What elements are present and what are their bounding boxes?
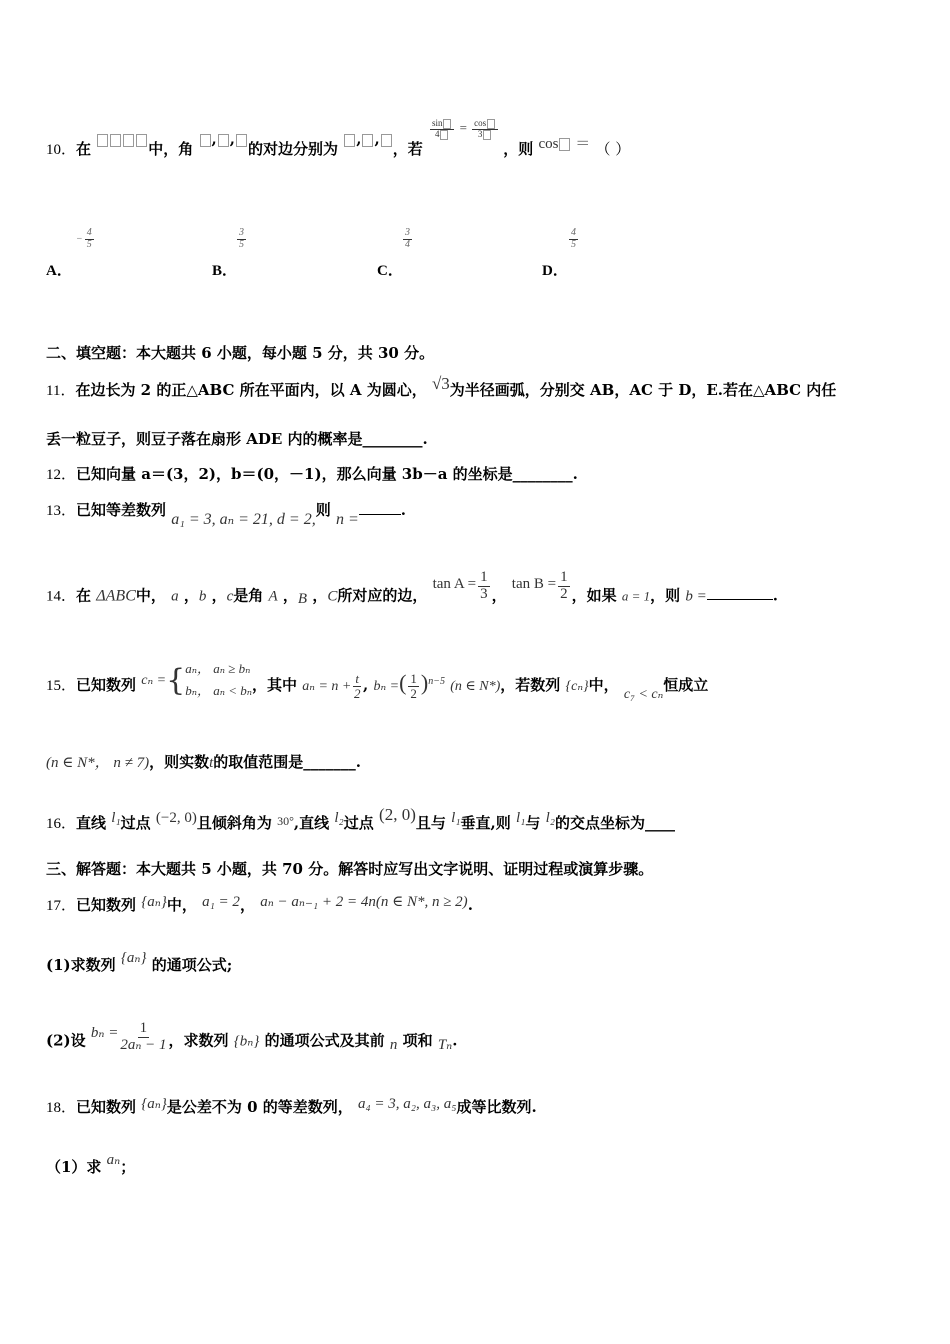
q10-answer-paren: （ ） xyxy=(595,140,631,158)
q10-condition: sin 4 = cos 3 xyxy=(428,125,503,135)
q10-ask: cos ＝ xyxy=(538,136,591,152)
q18-line: 18．已知数列 {aₙ}是公差不为 0 的等差数列， a₄ = 3, a₂, a₃, a₅成等比数列. xyxy=(46,1096,537,1116)
q10-number: 10． xyxy=(46,142,77,158)
q15-line-2: (n ∈ N*， n ≠ 7)，则实数t的取值范围是_______. xyxy=(46,753,362,771)
option-b-value: $\frac{3}{5}$ xyxy=(239,227,244,250)
piecewise-definition: cₙ = { aₙ， aₙ ≥ bₙ bₙ， aₙ < bₙ xyxy=(141,661,253,699)
q15-line-1: 15．已知数列 cₙ = { aₙ， aₙ ≥ bₙ bₙ， aₙ < bₙ ，其中 aₙ = n + $\frac{t}{2}$ , bₙ =( $\frac{1}{2}$ )$^{n-5}$ (n ∈ N*)，若数列 {cₙ}中， c₇ < cₙ恒成立 xyxy=(46,664,708,708)
option-a-value: − $\frac{4}{5}$ xyxy=(76,227,92,250)
q16-line: 16．直线 l₁过点 (−2, 0)且倾斜角为 $^{30^\circ}$,直线 l₂过点 (2, 0)且与 l₁垂直,则 l₁与 l₂的交点坐标为____ xyxy=(46,805,676,832)
q17-part-2: (2)设 bₙ = $\frac{1}{\text{2aₙ − 1}}$ ，求数列 {bₙ} 的通项公式及其前 n 项和 Tₙ. xyxy=(46,1020,458,1054)
section-2-heading: 二、填空题：本大题共 6 小题，每小题 5 分，共 30 分。 xyxy=(46,344,435,362)
triangle-placeholder xyxy=(96,130,148,148)
q17-line: 17．已知数列 {aₙ}中， a₁ = 2， aₙ − aₙ₋₁ + 2 = 4n(n ∈ N*, n ≥ 2). xyxy=(46,894,473,914)
option-b-label[interactable]: B． xyxy=(212,263,238,279)
option-c-label[interactable]: C． xyxy=(377,263,403,279)
option-c-value: $\frac{3}{4}$ xyxy=(405,227,410,250)
q13-line: 13．已知等差数列 a₁ = 3, aₙ = 21, d = 2,则 n =. xyxy=(46,501,406,528)
q18-part-1: （1）求 aₙ； xyxy=(46,1152,136,1176)
option-d-label[interactable]: D． xyxy=(542,263,568,279)
option-d-value: $\frac{4}{5}$ xyxy=(571,227,576,250)
q11-line-1: 11．在边长为 2 的正△ABC 所在平面内，以 A 为圆心， √3为半径画弧，分别交 AB，AC 于 D，E.若在△ABC 内任 xyxy=(46,374,837,399)
q12-line: 12．已知向量 a＝(3，2)，b＝(0，－1)，那么向量 3b－a 的坐标是________. xyxy=(46,465,578,483)
option-a-label[interactable]: A． xyxy=(46,263,72,279)
side-placeholders: , , xyxy=(343,130,392,148)
q11-line-2: 丢一粒豆子，则豆子落在扇形 ADE 内的概率是________. xyxy=(46,430,428,448)
section-3-heading: 三、解答题：本大题共 5 小题，共 70 分。解答时应写出文字说明、证明过程或演算步骤。 xyxy=(46,860,654,878)
q14-line: 14．在 ΔABC中， a ，b ，c是角 A ，B ，C所对应的边， tan A = $\frac{1}{3}$ ， tan B = $\frac{1}{2}$ ，如果 a = 1，则 b = . xyxy=(46,569,778,608)
angle-placeholders: , , xyxy=(199,130,248,148)
q17-part-1: (1)求数列 {aₙ} 的通项公式; xyxy=(46,950,233,974)
q10-line: 10．在 中，角 , ,的对边分别为 , ,，若 $^{\frac{\sin}{4} = \frac{\cos}{3}}$ ，则 cos ＝ （ ） xyxy=(46,118,631,158)
